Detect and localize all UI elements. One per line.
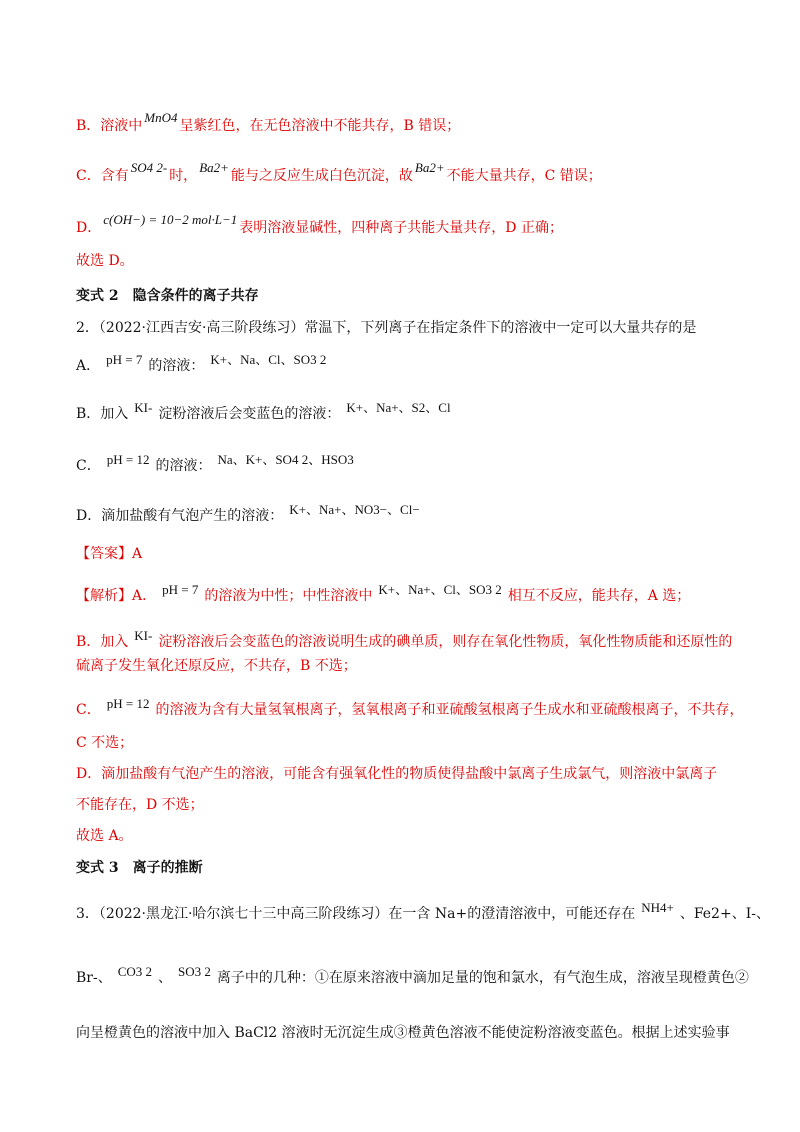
text: A． <box>76 358 101 374</box>
text: D．滴加盐酸有气泡产生的溶液： <box>76 508 284 524</box>
text: C． <box>76 702 101 718</box>
text: 呈紫红色，在无色溶液中不能共存，B 错误； <box>179 118 461 134</box>
ph12: pH = 12 <box>106 452 150 467</box>
question3-line1 <box>76 898 770 924</box>
text: B．溶液中 <box>76 118 143 134</box>
ions-analysis-a: K+、Na+、Cl、SO3 2 <box>378 582 502 597</box>
option-d <box>76 500 740 526</box>
text: 的溶液为中性；中性溶液中 <box>204 588 373 604</box>
question2-stem: 2．（2022·江西吉安·高三阶段练习）常温下，下列离子在指定条件下的溶液中一定可以大量共存的是 <box>76 320 697 336</box>
analysis-b-line <box>76 108 740 136</box>
text: 【解析】A． <box>76 588 157 604</box>
text: C． <box>76 458 101 474</box>
analysis2-b-2: 硫离子发生氧化还原反应，不共存，B 不选； <box>76 658 357 674</box>
text: 相互不反应，能共存，A 选； <box>507 588 691 604</box>
ions-b: K+、Na+、S2、Cl <box>346 400 451 415</box>
ions-c: Na、K+、SO4 2、HSO3 <box>217 452 354 467</box>
text: 的溶液： <box>148 358 205 374</box>
question3-line2 <box>76 962 749 988</box>
text: 时， <box>169 168 198 184</box>
choice-a: 故选 A。 <box>76 828 133 844</box>
analysis2-d-2: 不能存在，D 不选； <box>76 797 204 813</box>
option-c <box>76 450 740 476</box>
ki: KI- <box>134 400 153 415</box>
analysis-d-line <box>76 210 740 238</box>
analysis2-b-1 <box>76 626 740 652</box>
ph7-analysis: pH = 7 <box>162 582 199 597</box>
ions-d: K+、Na+、NO3−、Cl− <box>289 502 420 517</box>
text: 离子中的几种：①在原来溶液中滴加足量的饱和氯水，有气泡生成，溶液呈现橙黄色② <box>216 970 749 986</box>
question3-line3: 向呈橙黄色的溶液中加入 BaCl2 溶液时无沉淀生成③橙黄色溶液不能使淀粉溶液变蓝色。根据上述实验事 <box>76 1025 730 1041</box>
formula-so4: SO4 2- <box>130 160 168 175</box>
text: 淀粉溶液后会变蓝色的溶液： <box>158 406 341 422</box>
variant2-title: 变式 2 隐含条件的离子共存 <box>76 288 259 304</box>
ion-so3: SO3 2 <box>178 964 211 979</box>
text: B．加入 <box>76 406 129 422</box>
ion-nh4: NH4+ <box>641 900 674 915</box>
analysis-c-line <box>76 158 740 186</box>
answer-line: 【答案】A <box>76 546 143 562</box>
text: 3．（2022·黑龙江·哈尔滨七十三中高三阶段练习）在一含 Na+的澄清溶液中，可能还存在 <box>76 906 636 922</box>
formula-oh: c(OH−) = 10−2 mol·L−1 <box>103 212 238 227</box>
text: 、 <box>158 970 173 986</box>
ph7: pH = 7 <box>106 352 143 367</box>
ions-a: K+、Na、Cl、SO3 2 <box>210 352 327 367</box>
formula-mno4: MnO4 <box>144 110 178 125</box>
analysis2-d-1: D．滴加盐酸有气泡产生的溶液，可能含有强氧化性的物质使得盐酸中氯离子生成氯气，则溶液中氯离子 <box>76 766 718 782</box>
analysis2-c-2: C 不选； <box>76 735 134 751</box>
option-b <box>76 398 740 424</box>
text: 淀粉溶液后会变蓝色的溶液说明生成的碘单质，则存在氧化性物质，氧化性物质能和还原性的 <box>158 634 733 650</box>
ki-analysis: KI- <box>134 628 153 643</box>
analysis2-a <box>76 580 740 606</box>
formula-ba: Ba2+ <box>199 160 229 175</box>
text: 、Fe2+、I-、 <box>679 906 770 922</box>
text: 不能大量共存，C 错误； <box>446 168 602 184</box>
analysis2-c-1 <box>76 694 744 720</box>
text: 的溶液为含有大量氢氧根离子，氢氧根离子和亚硫酸氢根离子生成水和亚硫酸根离子，不共存， <box>155 702 744 718</box>
text: 能与之反应生成白色沉淀，故 <box>230 168 413 184</box>
ph12-analysis: pH = 12 <box>106 696 150 711</box>
text: 表明溶液显碱性，四种离子共能大量共存，D 正确； <box>239 220 563 236</box>
option-a <box>76 350 740 376</box>
text: D． <box>76 220 102 236</box>
ion-co3: CO3 2 <box>117 964 153 979</box>
choice-d: 故选 D。 <box>76 253 134 269</box>
text: B．加入 <box>76 634 129 650</box>
text: 的溶液： <box>155 458 212 474</box>
text: Br-、 <box>76 970 112 986</box>
formula-ba-2: Ba2+ <box>414 160 445 175</box>
text: C．含有 <box>76 168 129 184</box>
variant3-title: 变式 3 离子的推断 <box>76 860 203 876</box>
